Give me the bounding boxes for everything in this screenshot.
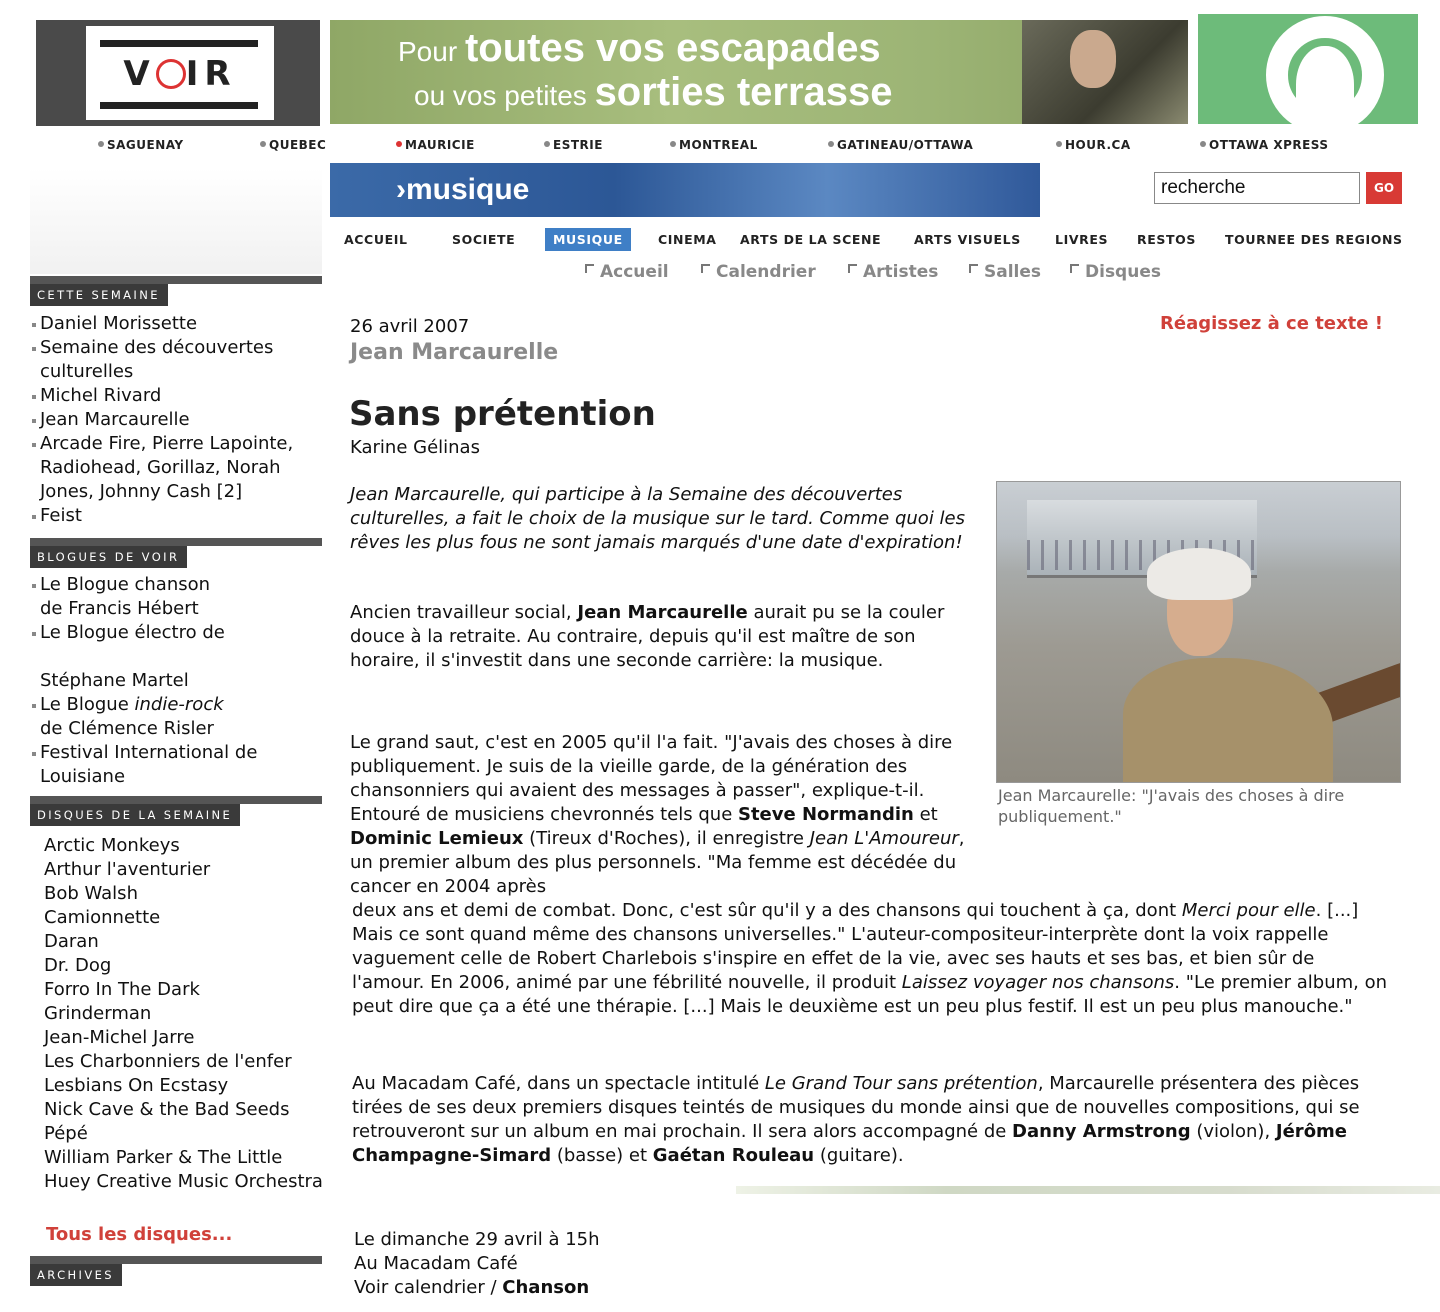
subnav-calendrier[interactable]: Calendrier: [701, 262, 816, 282]
voir-logo[interactable]: [36, 20, 320, 126]
nav-tournee-regions[interactable]: TOURNEE DES REGIONS: [1225, 232, 1403, 247]
nav-cinema[interactable]: CINEMA: [658, 232, 717, 247]
heading-label: DISQUES DE LA SEMAINE: [30, 804, 240, 826]
event-date: Le dimanche 29 avril à 15h: [354, 1229, 600, 1250]
nav-musique[interactable]: MUSIQUE: [545, 228, 631, 251]
region-estrie[interactable]: ESTRIE: [544, 138, 603, 152]
bullet-icon: [396, 141, 402, 147]
corner-icon: [701, 264, 710, 273]
nav-accueil[interactable]: ACCUEIL: [344, 232, 408, 247]
list-item[interactable]: Feist: [30, 504, 330, 528]
article-author: Karine Gélinas: [350, 437, 480, 458]
heading-rule: [30, 538, 322, 546]
subnav-accueil[interactable]: Accueil: [585, 262, 669, 282]
heading-label[interactable]: ARCHIVES: [30, 1264, 122, 1286]
subnav-artistes[interactable]: Artistes: [848, 262, 938, 282]
bullet-icon: [1200, 141, 1206, 147]
corner-icon: [585, 264, 594, 273]
all-discs-link[interactable]: Tous les disques...: [46, 1224, 233, 1245]
list-item[interactable]: Jean Marcaurelle: [30, 408, 330, 432]
list-item[interactable]: Le Blogue électro de Stéphane Martel: [30, 621, 330, 693]
bullet-icon: [1056, 141, 1062, 147]
region-mauricie[interactable]: MAURICIE: [396, 138, 475, 152]
list-item[interactable]: Les Charbonniers de l'enfer: [44, 1051, 292, 1072]
nav-societe[interactable]: SOCIETE: [452, 232, 516, 247]
list-item[interactable]: Lesbians On Ecstasy: [44, 1075, 229, 1096]
list-item[interactable]: Le Blogue chanson de Francis Hébert: [30, 573, 330, 621]
region-montreal[interactable]: MONTREAL: [670, 138, 758, 152]
bullet-icon: [828, 141, 834, 147]
list-item[interactable]: Le Blogue indie-rock de Clémence Risler: [30, 693, 330, 741]
list-item[interactable]: Semaine des découvertes culturelles: [30, 336, 330, 384]
corner-icon: [848, 264, 857, 273]
subnav-salles[interactable]: Salles: [969, 262, 1041, 282]
nav-livres[interactable]: LIVRES: [1055, 232, 1109, 247]
react-link[interactable]: Réagissez à ce texte !: [1160, 313, 1383, 334]
region-gatineau-ottawa[interactable]: GATINEAU/OTTAWA: [828, 138, 973, 152]
region-hour[interactable]: HOUR.CA: [1056, 138, 1131, 152]
bullet-icon: [260, 141, 266, 147]
nav-restos[interactable]: RESTOS: [1137, 232, 1196, 247]
sidebar-top-area: [30, 168, 322, 274]
article-paragraph-3: Au Macadam Café, dans un spectacle intitulé Le Grand Tour sans prétention, Marcaurelle présentera des pièces tirées de ses deux premiers disques teintés de musiques du monde ainsi que de nouvelles compositions, qui se retrouveront sur un album en mai prochain. Il sera alors accompagné de Danny Armstrong (violon), Jérôme Champagne-Simard (basse) et Gaétan Rouleau (guitare).: [352, 1073, 1360, 1166]
blogs-list: [30, 573, 330, 789]
calendar-link[interactable]: Voir calendrier /: [354, 1277, 503, 1298]
list-item[interactable]: Michel Rivard: [30, 384, 330, 408]
section-banner: [330, 163, 1040, 217]
region-saguenay[interactable]: SAGUENAY: [98, 138, 184, 152]
ad-banner[interactable]: [330, 20, 1188, 124]
heading-label: BLOGUES DE VOIR: [30, 546, 187, 568]
list-item[interactable]: Bob Walsh: [44, 883, 138, 904]
article-paragraph-2: Le grand saut, c'est en 2005 qu'il l'a fait. "J'avais des choses à dire publiquement. Je suis de la vieille garde, de la génération des chansonniers qui avaient des messages à passer", explique-t-il. Entouré de musiciens chevronnés tels que Steve Normandin et Dominic Lemieux (Tireux d'Roches), il enregistre Jean L'Amoureur, un premier album des plus personnels. "Ma femme est décédée du cancer en 2004 après deux ans et demi de combat. Donc, c'est sûr qu'il y a des chansons qui touchent à ça, dont Merci pour elle. [...] Mais ce sont quand même des chansons universelles." L'auteur-compositeur-interprète dont la voix rappelle vaguement celle de Robert Charlebois s'inspire en effet de la vie, avec ses hauts et ses bas, et bien sûr de l'amour. En 2006, animé par une fébrilité nouvelle, il produit Laissez voyager nos chansons. "Le premier album, on peut dire que ça a été une thérapie. [...] Mais le deuxième est un peu plus festif. Il est un peu plus manouche.": [350, 732, 1388, 1017]
this-week-list: [30, 312, 330, 528]
list-item[interactable]: Dr. Dog: [44, 955, 112, 976]
event-venue: Au Macadam Café: [354, 1253, 518, 1274]
search-go-button[interactable]: GO: [1366, 172, 1402, 204]
article-photo: [996, 481, 1401, 783]
section-title: ›musique: [396, 173, 530, 206]
list-item[interactable]: Camionnette: [44, 907, 161, 928]
photo-hair: [1147, 548, 1251, 600]
banner-line2: ou vos petites sorties terrasse: [414, 70, 893, 114]
region-ottawa-xpress[interactable]: OTTAWA XPRESS: [1200, 138, 1329, 152]
ad-person-icon: [1296, 46, 1354, 124]
article-date: 26 avril 2007: [350, 316, 470, 337]
list-item[interactable]: Daniel Morissette: [30, 312, 330, 336]
ad-side[interactable]: [1198, 14, 1418, 124]
sub-nav: [585, 262, 1205, 286]
list-item[interactable]: Nick Cave & the Bad Seeds: [44, 1099, 290, 1120]
photo-caption: Jean Marcaurelle: "J'avais des choses à dire publiquement.": [998, 786, 1345, 826]
nav-arts-visuels[interactable]: ARTS VISUELS: [914, 232, 1021, 247]
logo-wordmark: V IR: [123, 54, 237, 94]
banner-photo: [1022, 20, 1188, 124]
subnav-disques[interactable]: Disques: [1070, 262, 1161, 282]
article-title: Sans prétention: [349, 394, 656, 434]
page-fold: [736, 1186, 1440, 1194]
corner-icon: [969, 264, 978, 273]
list-item[interactable]: Arcade Fire, Pierre Lapointe, Radiohead, Gorillaz, Norah Jones, Johnny Cash [2]: [30, 432, 330, 504]
article-subject: Jean Marcaurelle: [350, 340, 559, 365]
article-paragraph-1: Ancien travailleur social, Jean Marcaurelle aurait pu se la couler douce à la retraite. Au contraire, depuis qu'il est maître de son horaire, il s'investit dans une seconde carrière: la musique.: [350, 602, 945, 671]
bullet-icon: [544, 141, 550, 147]
event-info: [354, 1228, 734, 1300]
bullet-icon: [98, 141, 104, 147]
region-quebec[interactable]: QUEBEC: [260, 138, 326, 152]
list-item[interactable]: Pépé: [44, 1123, 88, 1144]
discs-list: [44, 834, 334, 1194]
list-item[interactable]: Grinderman: [44, 1003, 152, 1024]
region-links: [98, 138, 1398, 156]
list-item[interactable]: Forro In The Dark: [44, 979, 200, 1000]
list-item[interactable]: Festival International de Louisiane: [30, 741, 330, 789]
logo-target-icon: [156, 59, 186, 89]
list-item[interactable]: Daran: [44, 931, 99, 952]
banner-person: [1070, 30, 1116, 88]
logo-bar-bottom: [100, 102, 258, 109]
genre-link[interactable]: Chanson: [502, 1277, 590, 1298]
corner-icon: [1070, 264, 1079, 273]
photo-coat: [1123, 658, 1333, 783]
heading-label: CETTE SEMAINE: [30, 284, 168, 306]
list-item[interactable]: Jean-Michel Jarre: [44, 1027, 195, 1048]
list-item[interactable]: Arctic Monkeys: [44, 835, 180, 856]
heading-rule: [30, 1256, 322, 1264]
heading-rule: [30, 796, 322, 804]
main-nav: [340, 228, 1420, 256]
banner-line1: Pour toutes vos escapades: [398, 26, 881, 70]
article-intro: Jean Marcaurelle, qui participe à la Semaine des découvertes culturelles, a fait le choix de la musique sur le tard. Comme quoi les rêves les plus fous ne sont jamais marqués d'une date d'expiration!: [350, 484, 965, 553]
search-input[interactable]: [1154, 172, 1360, 204]
logo-bar-top: [100, 40, 258, 47]
logo-inner: [86, 26, 274, 120]
list-item[interactable]: Arthur l'aventurier: [44, 859, 211, 880]
list-item[interactable]: William Parker & The Little Huey Creative Music Orchestra: [44, 1147, 323, 1192]
heading-rule: [30, 276, 322, 284]
nav-arts-scene[interactable]: ARTS DE LA SCENE: [740, 232, 882, 247]
event-links: [354, 1276, 734, 1300]
bullet-icon: [670, 141, 676, 147]
